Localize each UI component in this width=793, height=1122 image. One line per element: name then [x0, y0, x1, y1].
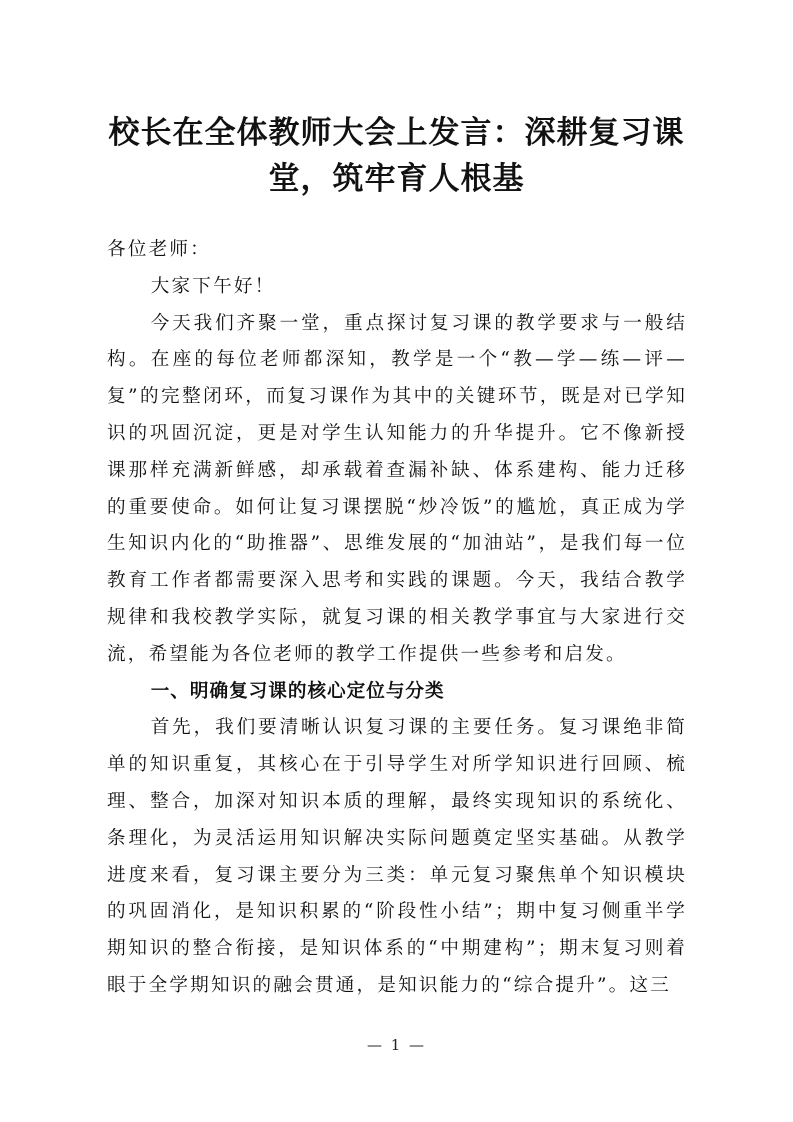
intro-paragraph: 今天我们齐聚一堂，重点探讨复习课的教学要求与一般结构。在座的每位老师都深知，教学是一个“教—学—练—评—复”的完整闭环，而复习课作为其中的关键环节，既是对已学知识的巩固沉淀，更是对学生认知能力的升华提升。它不像新授课那样充满新鲜感，却承载着查漏补缺、体系建构、能力迁移的重要使命。如何让复习课摆脱“炒冷饭”的尴尬，真正成为学生知识内化的“助推器”、思维发展的“加油站”，是我们每一位教育工作者都需要深入思考和实践的课题。今天，我结合教学规律和我校教学实际，就复习课的相关教学事宜与大家进行交流，希望能为各位老师的教学工作提供一些参考和启发。 [107, 312, 687, 665]
section-1-paragraph: 首先，我们要清晰认识复习课的主要任务。复习课绝非简单的知识重复，其核心在于引导学生对所学知识进行回顾、梳理、整合，加深对知识本质的理解，最终实现知识的系统化、条理化，为灵活运用知识解决实际问题奠定坚实基础。从教学进度来看，复习课主要分为三类：单元复习聚焦单个知识模块的巩固消化，是知识积累的“阶段性小结”；期中复习侧重半学期知识的整合衔接，是知识体系的“中期建构”；期末复习则着眼于全学期知识的融会贯通，是知识能力的“综合提升”。这三 [107, 717, 687, 996]
salutation: 各位老师： [107, 239, 211, 260]
title-line-2: 堂，筑牢育人根基 [268, 161, 525, 197]
greeting: 大家下午好！ [150, 275, 276, 297]
title-line-1: 校长在全体教师大会上发言：深耕复习课 [108, 115, 685, 151]
section-heading-1: 一、明确复习课的核心定位与分类 [150, 680, 445, 702]
document-title [100, 110, 693, 202]
page-number: — 1 — [366, 1036, 427, 1054]
document-body [107, 232, 687, 1005]
